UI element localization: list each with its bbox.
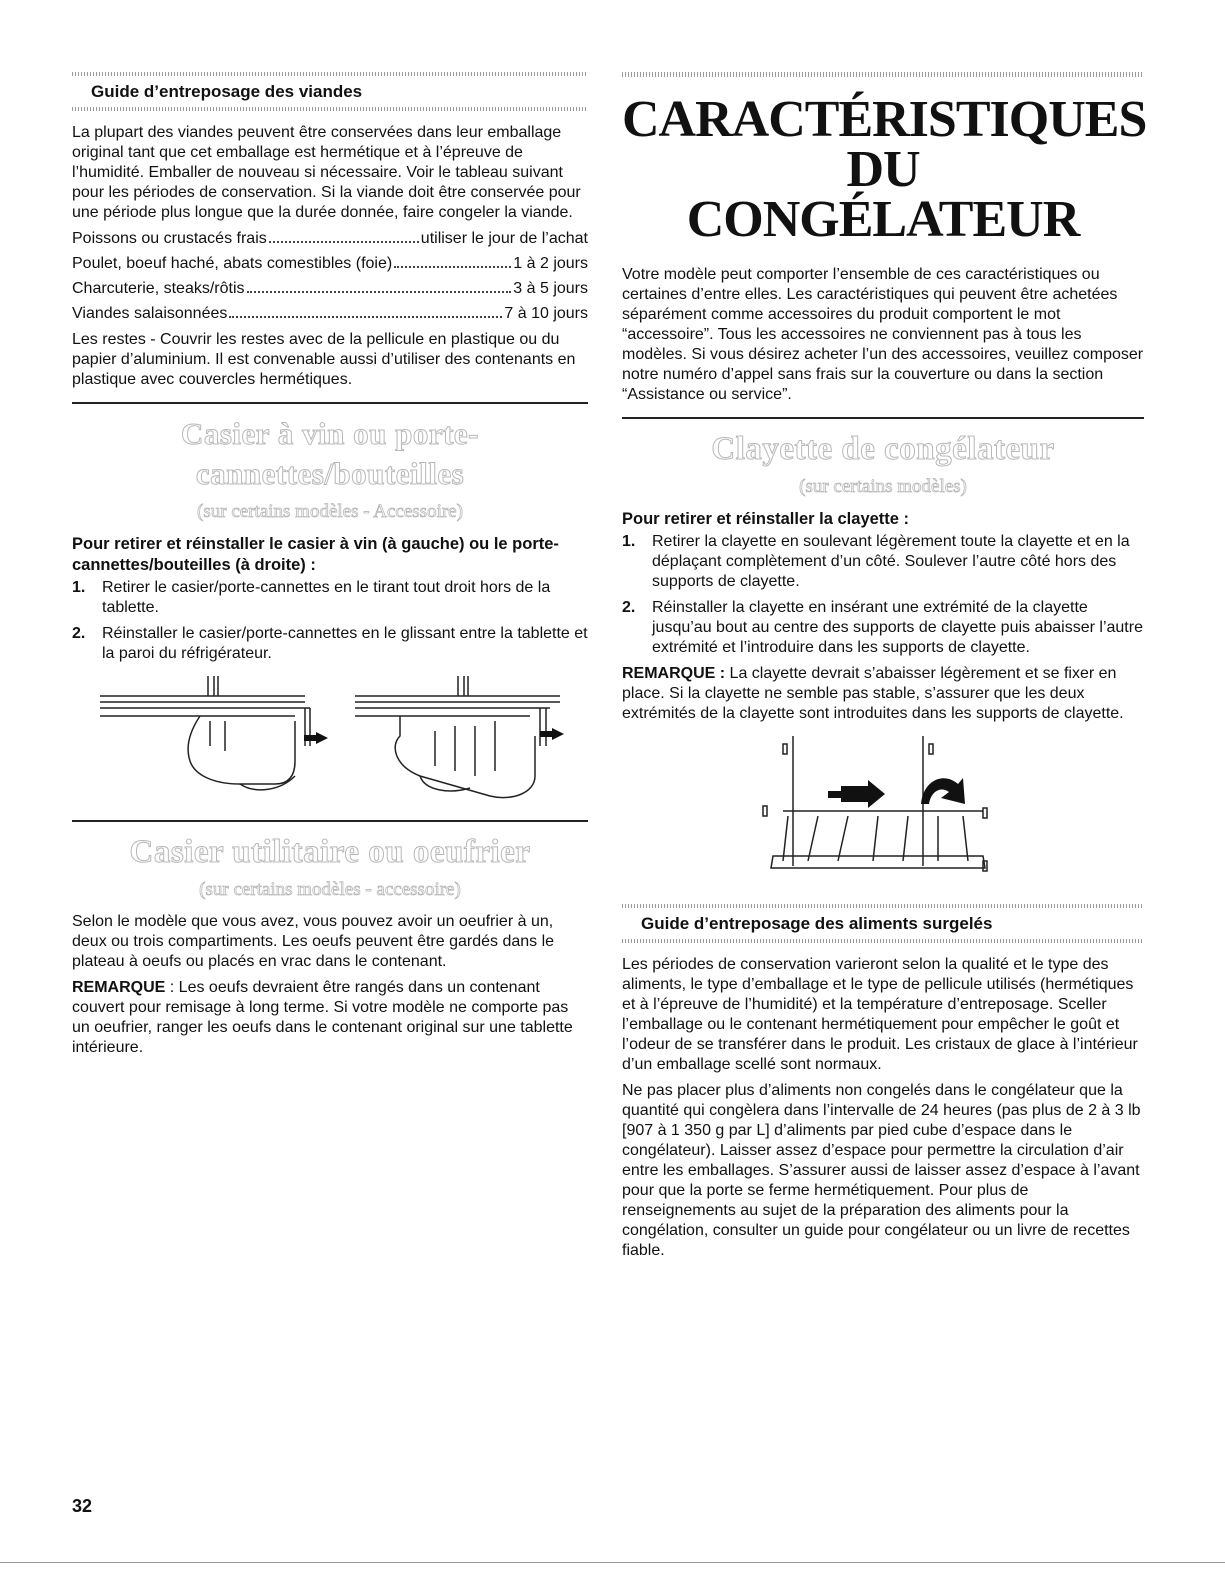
page-title-line1: CARACTÉRISTIQUES DU	[622, 91, 1147, 198]
section-divider	[72, 820, 588, 822]
leader-dots	[269, 229, 419, 243]
page-title-line2: CONGÉLATEUR	[686, 191, 1080, 248]
shelf-title: Clayette de congélateur	[711, 431, 1055, 467]
storage-row-value: 1 à 2 jours	[513, 255, 588, 272]
shelf-instruction-heading: Pour retirer et réinstaller la clayette :	[622, 510, 910, 528]
shelf-steps	[622, 532, 1144, 658]
leftovers-paragraph: Les restes - Couvrir les restes avec de la pellicule en plastique ou du papier d’aluminium. Il est convenable aussi d’utiliser des contenants en plastique avec couvercles hermétiques.	[72, 331, 576, 388]
section-divider	[622, 417, 1144, 419]
note-text: : Les oeufs devraient être rangés dans un contenant couvert pour remisage à long terme. Si votre modèle ne comporte pas un oeufrier, ranger les oeufs dans le contenant original sur une tablette intérieure.	[72, 979, 573, 1056]
storage-row-label: Viandes salaisonnées	[72, 305, 228, 322]
shelf-note	[622, 664, 1144, 724]
storage-row-value: 7 à 10 jours	[504, 305, 588, 322]
storage-row	[72, 229, 588, 249]
note-text: La clayette devrait s’abaisser légèrement et se fixer en place. Si la clayette ne semble pas stable, s’assurer que les deux extrémités de la clayette sont introduites dans les supports de clayette.	[622, 665, 1124, 722]
storage-row-value: 3 à 5 jours	[513, 280, 588, 297]
meat-storage-table	[72, 229, 588, 324]
step-number: 2.	[622, 599, 636, 616]
wine-rack-illustration	[90, 676, 570, 806]
egg-bin-note	[72, 978, 588, 1058]
storage-row-label: Poulet, boeuf haché, abats comestibles (foie)	[72, 255, 393, 272]
step-text: Retirer la clayette en soulevant légèrement toute la clayette et en la déplaçant complètement d’un côté. Soulever l’autre côté hors des supports de clayette.	[652, 533, 1130, 590]
step-item	[622, 598, 1144, 658]
wine-rack-instruction-heading: Pour retirer et réinstaller le casier à vin (à gauche) ou le porte-cannettes/bouteilles (à droite) :	[72, 535, 559, 574]
page-bottom-rule	[0, 1562, 1225, 1563]
page-number: 32	[72, 1496, 93, 1516]
step-number: 2.	[72, 625, 86, 642]
shelf-subtitle: (sur certains modèles)	[799, 476, 967, 497]
freezer-intro: Votre modèle peut comporter l’ensemble de ces caractéristiques ou certaines d’entre elles. Les caractéristiques qui peuvent être achetées séparément comme accessoires du produit comportent le mot “accessoire”. Tous les accessoires ne conviennent pas à tous les modèles. Si vous désirez acheter l’un des accessoires, veuillez composer notre numéro d’appel sans frais sur la couverture ou dans la section “Assistance ou service”.	[622, 266, 1144, 403]
meat-guide-intro: La plupart des viandes peuvent être conservées dans leur emballage original tant que cet emballage est hermétique et à l’épreuve de l’humidité. Emballer de nouveau si nécessaire. Voir le tableau suivant pour les périodes de conservation. Si la viande doit être conservée pour une période plus longue que la durée donnée, faire congeler la viande.	[72, 124, 581, 221]
note-label: REMARQUE :	[622, 665, 726, 682]
leader-dots	[394, 254, 511, 268]
right-column	[622, 72, 1147, 1267]
step-number: 1.	[622, 533, 636, 550]
storage-row	[72, 279, 588, 299]
storage-row-label: Poissons ou crustacés frais	[72, 230, 267, 247]
leader-dots	[229, 304, 502, 318]
step-item	[72, 578, 588, 618]
wine-rack-steps	[72, 578, 588, 664]
step-text: Retirer le casier/porte-cannettes en le tirant tout droit hors de la tablette.	[102, 579, 551, 616]
step-item	[72, 624, 588, 664]
egg-bin-subtitle: (sur certains modèles - accessoire)	[199, 879, 461, 900]
left-column	[72, 72, 588, 1064]
step-text: Réinstaller la clayette en insérant une extrémité de la clayette jusqu’au bout au centre des supports de clayette puis abaisser l’autre extrémité et l’introduire dans les supports de clayette.	[652, 599, 1143, 656]
storage-row	[72, 254, 588, 274]
storage-row	[72, 304, 588, 324]
frozen-guide-paragraph-1: Les périodes de conservation varieront selon la qualité et le type des aliments, le type d’emballage et le type de pellicule utilisés (hermétiques et à l’épreuve de l’humidité) et la température d’entreposage. Sceller l’emballage ou le contenant hermétiquement pour empêcher le goût et l’odeur de se transférer dans le produit. Les cristaux de glace à l’intérieur d’un emballage scellé sont normaux.	[622, 956, 1138, 1073]
shelf-illustration	[753, 736, 1013, 886]
leader-dots	[247, 279, 512, 293]
step-item	[622, 532, 1144, 592]
step-text: Réinstaller le casier/porte-cannettes en le glissant entre la tablette et la paroi du réfrigérateur.	[102, 625, 588, 662]
frozen-guide-header	[622, 904, 1144, 943]
storage-row-label: Charcuterie, steaks/rôtis	[72, 280, 245, 297]
meat-guide-header	[72, 72, 588, 111]
frozen-guide-heading: Guide d’entreposage des aliments surgelés	[641, 914, 993, 933]
note-label: REMARQUE	[72, 979, 166, 996]
wine-rack-title: Casier à vin ou porte-cannettes/bouteilles	[180, 416, 480, 491]
egg-bin-body: Selon le modèle que vous avez, vous pouvez avoir un oeufrier à un, deux ou trois compartiments. Les oeufs peuvent être gardés dans le plateau à oeufs ou placés en vrac dans le contenant.	[72, 913, 555, 970]
frozen-guide-paragraph-2: Ne pas placer plus d’aliments non congelés dans le congélateur que la quantité qui congèlera dans l’intervalle de 24 heures (pas plus de 2 à 3 lb [907 à 1 350 g par L] d’aliments par pied cube d’espace dans le congélateur). Laisser assez d’espace pour permettre la circulation d’air entre les emballages. S’assurer aussi de laisser assez d’espace à l’avant pour que la porte se ferme hermétiquement. Pour plus de renseignements au sujet de la préparation des aliments pour la congélation, consulter un guide pour congélateur ou un livre de recettes fiable.	[622, 1082, 1141, 1259]
wine-rack-subtitle: (sur certains modèles - Accessoire)	[197, 501, 463, 522]
section-divider	[72, 402, 588, 404]
step-number: 1.	[72, 579, 86, 596]
page-title	[622, 91, 1147, 248]
meat-guide-heading: Guide d’entreposage des viandes	[91, 82, 363, 101]
egg-bin-title: Casier utilitaire ou oeufrier	[129, 834, 531, 870]
title-top-band	[622, 72, 1144, 77]
storage-row-value: utiliser le jour de l’achat	[420, 230, 588, 247]
